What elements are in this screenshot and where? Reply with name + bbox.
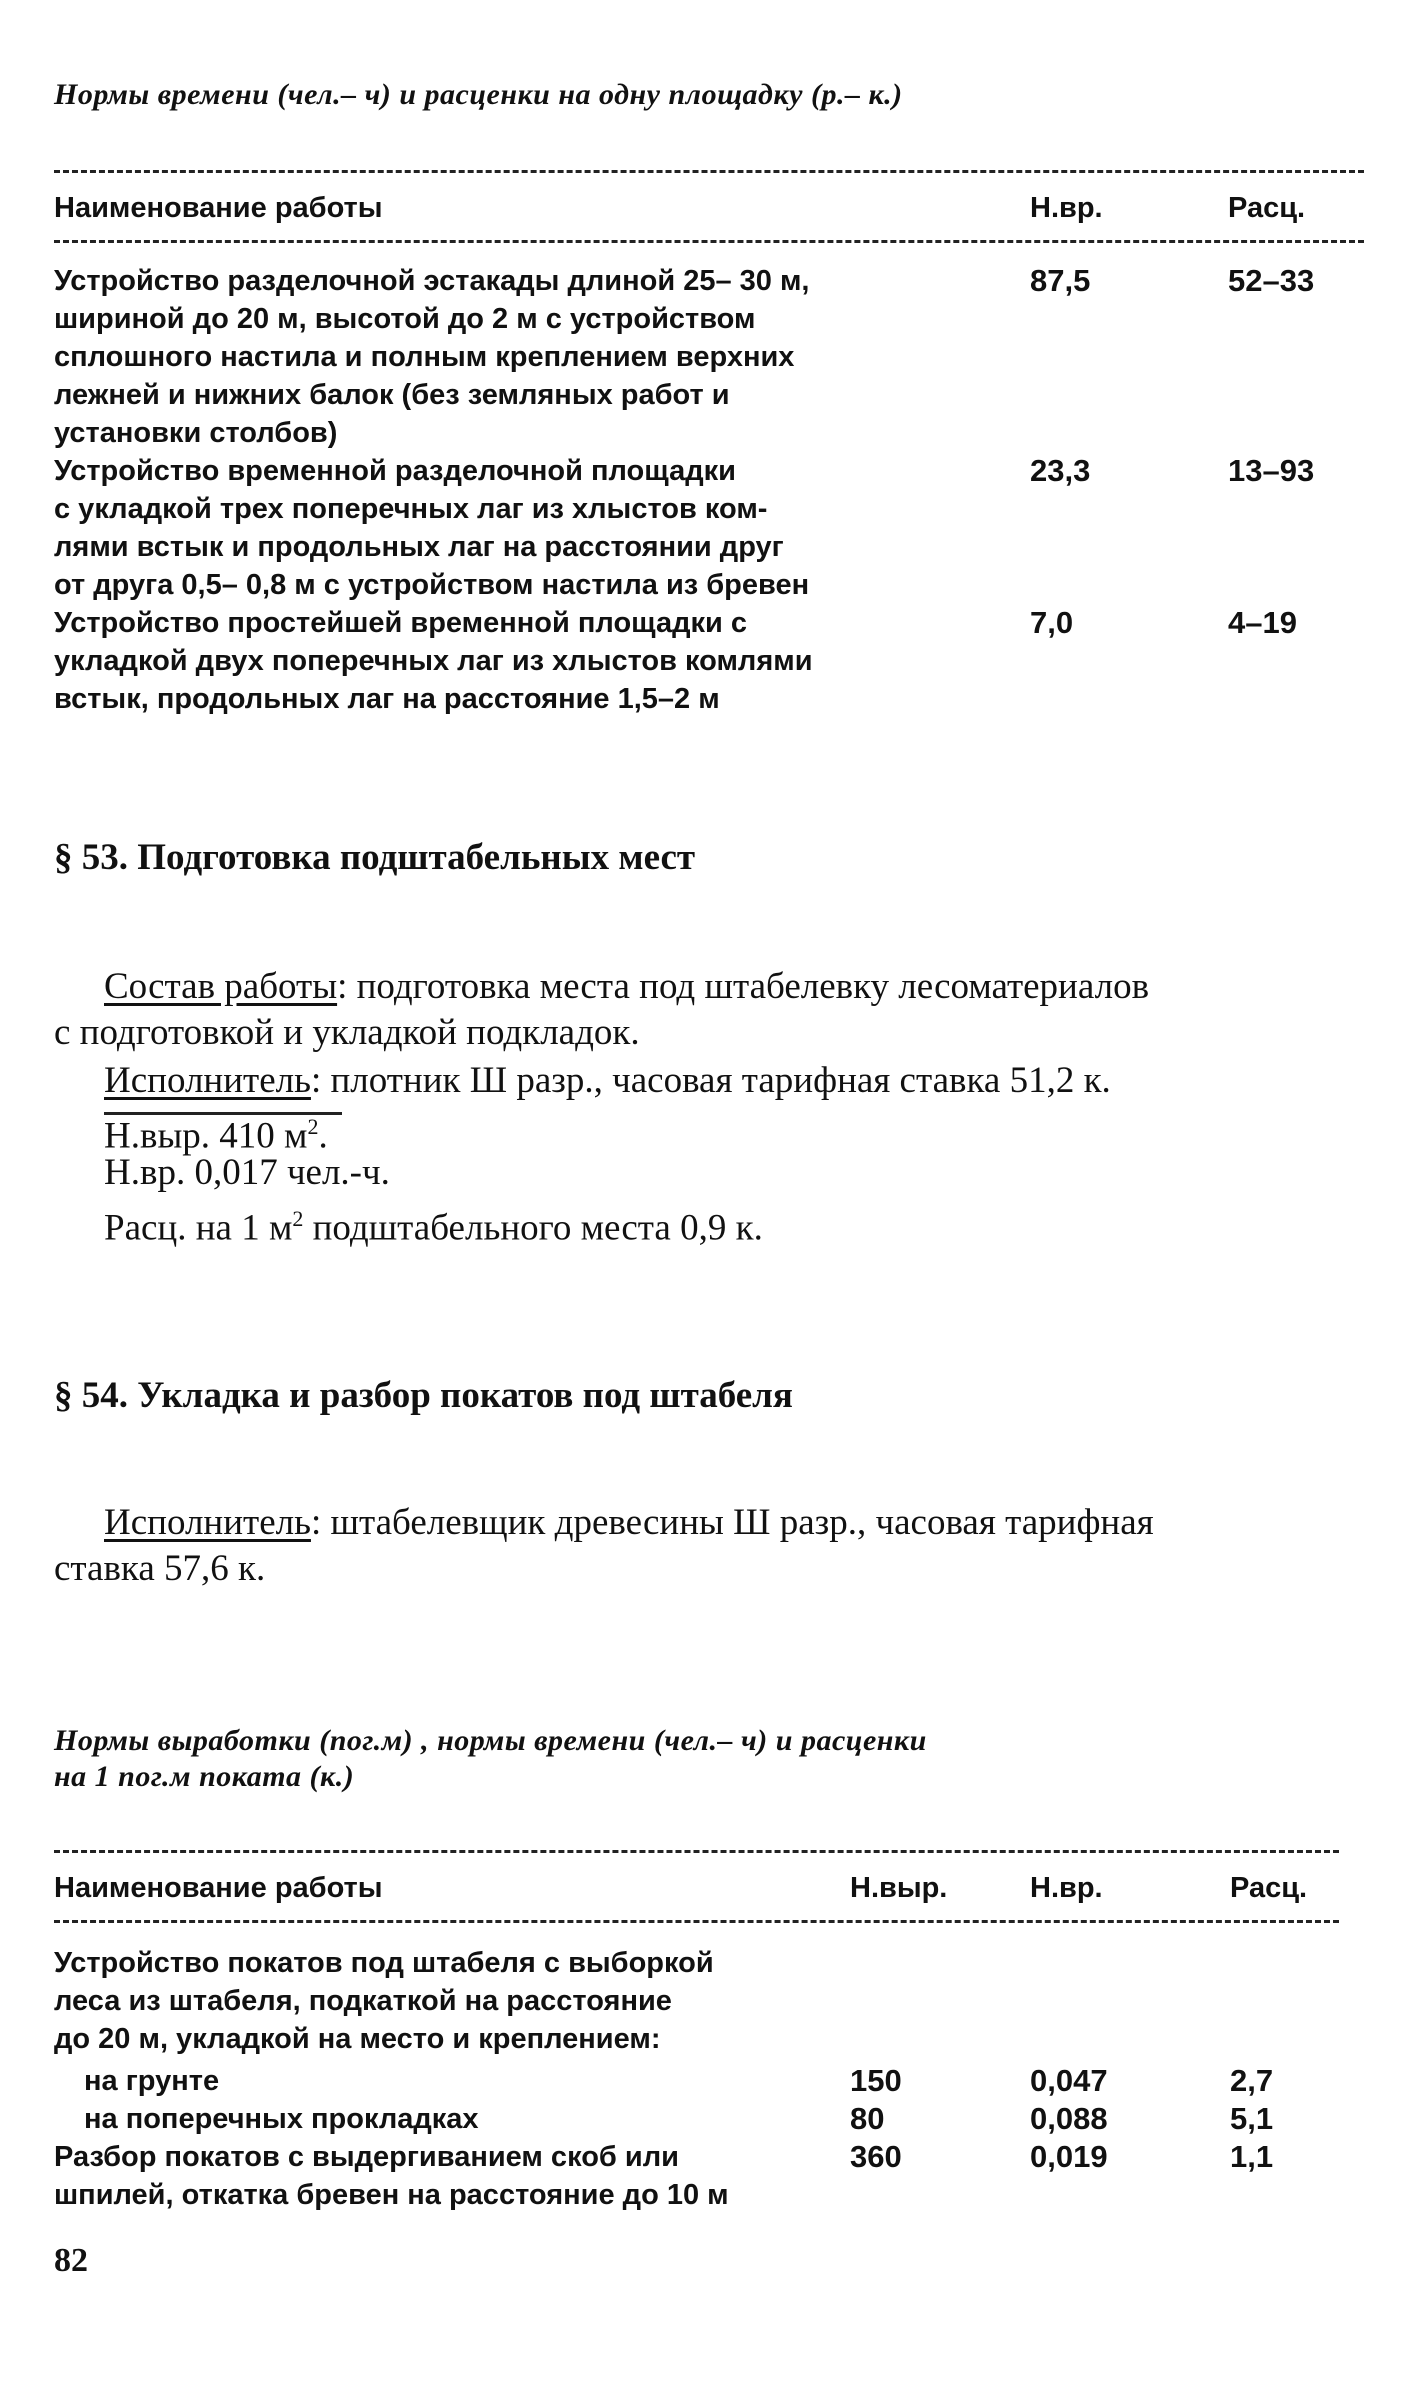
executor-label: Исполнитель <box>104 1502 311 1543</box>
nvyr-overline <box>104 1112 342 1115</box>
nvyr-sup: 2 <box>307 1114 319 1139</box>
table2-header-rule <box>54 1920 1339 1923</box>
table2-caption-line2: на 1 пог.м поката (к.) <box>54 1760 355 1793</box>
table1-row-name: Устройство простейшей временной площадки с укладкой двух поперечных лаг из хлыстов комлями встык, продольных лаг на расстояние 1,5–2 м <box>54 607 813 715</box>
table2-caption-line1: Нормы выработки (пог.м) , нормы времени (чел.– ч) и расценки <box>54 1724 927 1757</box>
section54-executor <box>104 1500 1384 1546</box>
table1-top-rule <box>54 170 1364 173</box>
table2-row-name: на грунте <box>84 2065 220 2097</box>
table2-row-nvyr: 80 <box>850 2101 885 2136</box>
rasc-sup: 2 <box>292 1206 304 1231</box>
table2-row-nvr: 0,047 <box>1030 2063 1108 2098</box>
table1-caption: Нормы времени (чел.– ч) и расценки на одну площадку (р.– к.) <box>54 78 903 111</box>
table1-row-nvr: 7,0 <box>1030 605 1074 640</box>
section53-nvr: Н.вр. 0,017 чел.-ч. <box>104 1152 390 1193</box>
table2-header-rasc: Расц. <box>1230 1872 1308 1904</box>
table1-header-rasc: Расц. <box>1228 192 1306 224</box>
nvyr-end: . <box>318 1115 328 1157</box>
composition-label: Состав работы <box>104 966 338 1007</box>
table2-row-rasc: 5,1 <box>1230 2101 1274 2136</box>
executor-text: : штабелевщик древесины Ш разр., часовая тарифная <box>310 1502 1154 1543</box>
rasc-text: Расц. на 1 м <box>104 1207 293 1249</box>
nvyr-text: Н.выр. 410 м <box>104 1115 308 1157</box>
table2-row-nvyr: 150 <box>850 2063 902 2098</box>
table1-row-rasc: 52–33 <box>1228 263 1315 298</box>
page-number: 82 <box>54 2242 88 2279</box>
table2-row-nvyr: 360 <box>850 2139 902 2174</box>
table1-header-name: Наименование работы <box>54 192 383 224</box>
table2-row-rasc: 2,7 <box>1230 2063 1274 2098</box>
section53-composition <box>104 964 1384 1010</box>
section53-heading: § 53. Подготовка подштабельных мест <box>54 837 696 878</box>
table2-row-name: на поперечных прокладках <box>84 2103 479 2135</box>
executor-text: : плотник Ш разр., часовая тарифная ставка 51,2 к. <box>310 1060 1111 1101</box>
executor-label: Исполнитель <box>104 1060 311 1101</box>
table2-top-rule <box>54 1850 1339 1853</box>
table1-row-name: Устройство разделочной эстакады длиной 25– 30 м, шириной до 20 м, высотой до 2 м с устройством сплошного настила и полным креплением верхних лежней и нижних балок (без земляных работ и установки столбов) <box>54 265 810 449</box>
table1-header-nvr: Н.вр. <box>1030 192 1103 224</box>
rasc-text-b: подштабельного места 0,9 к. <box>303 1207 763 1249</box>
table2-header-name: Наименование работы <box>54 1872 383 1904</box>
table2-header-nvr: Н.вр. <box>1030 1872 1103 1904</box>
table2-row-nvr: 0,019 <box>1030 2139 1108 2174</box>
table1-row-rasc: 4–19 <box>1228 605 1297 640</box>
section54-heading: § 54. Укладка и разбор покатов под штабеля <box>54 1375 793 1416</box>
table2-group-label: Устройство покатов под штабеля с выборкой леса из штабеля, подкаткой на расстояние до 20 м, укладкой на место и креплением: <box>54 1947 714 2055</box>
table2-row-nvr: 0,088 <box>1030 2101 1108 2136</box>
table1-row-name: Устройство временной разделочной площадки с укладкой трех поперечных лаг из хлыстов ком- лями встык и продольных лаг на расстоянии друг от друга 0,5– 0,8 м с устройством настила из бревен <box>54 455 810 601</box>
table1-header-rule <box>54 240 1364 243</box>
table1-row-nvr: 23,3 <box>1030 453 1091 488</box>
table1-row-nvr: 87,5 <box>1030 263 1091 298</box>
table2-row-name: Разбор покатов с выдергиванием скоб или шпилей, откатка бревен на расстояние до 10 м <box>54 2141 729 2211</box>
composition-text: : подготовка места под штабелевку лесоматериалов <box>337 966 1150 1007</box>
table2-header-nvyr: Н.выр. <box>850 1872 948 1904</box>
section53-executor <box>104 1058 1111 1104</box>
section53-rasc <box>104 1196 763 1251</box>
section53-composition-cont: с подготовкой и укладкой подкладок. <box>54 1012 640 1053</box>
table1-row-rasc: 13–93 <box>1228 453 1315 488</box>
table2-row-rasc: 1,1 <box>1230 2139 1274 2174</box>
section54-executor-cont: ставка 57,6 к. <box>54 1548 266 1589</box>
